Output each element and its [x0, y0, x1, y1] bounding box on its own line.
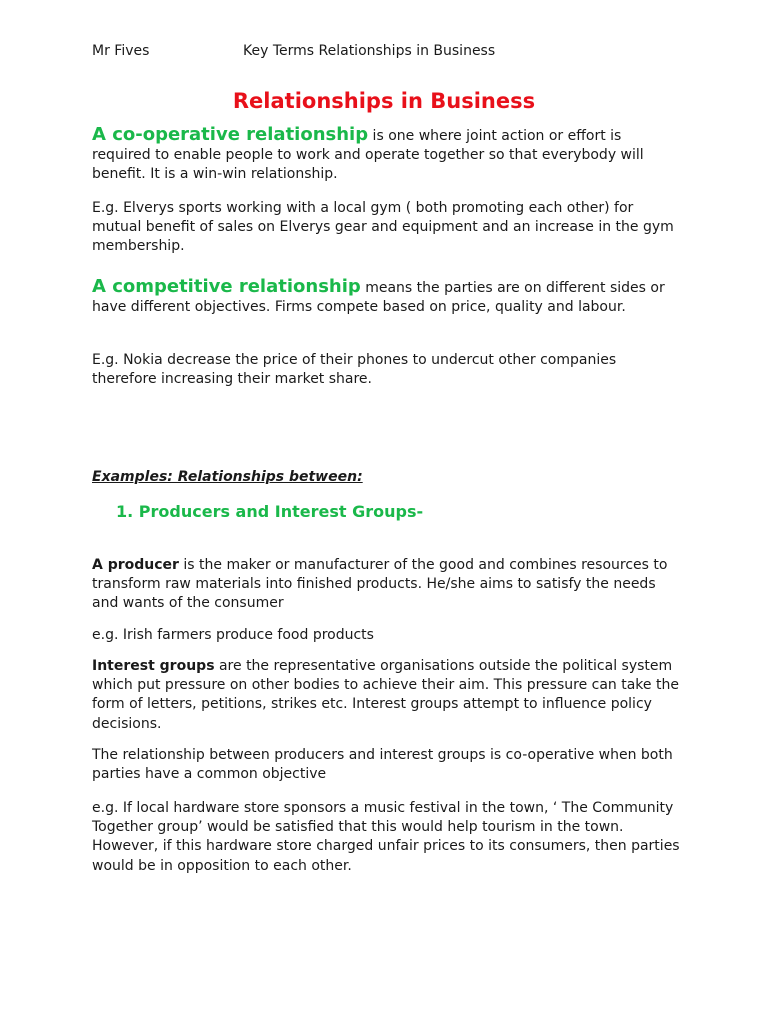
producer-definition [92, 556, 682, 614]
cooperative-example: E.g. Elverys sports working with a local gym ( both promoting each other) for mutual benefit of sales on Elverys gear and equipment and an increase in the gym membership. [92, 200, 674, 255]
interest-groups-definition [92, 657, 682, 734]
header-author: Mr Fives [92, 43, 150, 59]
competitive-definition [92, 277, 682, 317]
header-doc-title: Key Terms Relationships in Business [243, 43, 496, 59]
relationship-example: e.g. If local hardware store sponsors a music festival in the town, ‘ The Community Together group’ would be satisfied that this would help tourism in the town. However, if this hardware store charged unfair prices to its consumers, then parties would be in opposition to each other. [92, 800, 680, 874]
cooperative-definition [92, 125, 682, 185]
competitive-example: E.g. Nokia decrease the price of their phones to undercut other companies therefore increasing their market share. [92, 352, 617, 388]
relationship-text: The relationship between producers and interest groups is co-operative when both parties have a common objective [92, 747, 673, 783]
section-heading-producers: 1. Producers and Interest Groups- [116, 502, 424, 521]
page-title: Relationships in Business [232, 89, 536, 113]
interest-groups-term: Interest groups [92, 658, 215, 674]
competitive-term: A competitive relationship [92, 276, 361, 297]
producer-term: A producer [92, 557, 179, 573]
examples-heading: Examples: Relationships between: [92, 469, 363, 485]
interest-groups-text: are the representative organisations outside the political system which put pressure on other bodies to achieve their aim. This pressure can take the form of letters, petitions, strikes etc. Interest groups attempt to influence policy decisions. [92, 658, 679, 732]
cooperative-definition-text: is one where joint action or effort is required to enable people to work and operate together so that everybody will benefit. It is a win-win relationship. [92, 128, 644, 183]
examples-heading-row [92, 468, 682, 487]
producer-example: e.g. Irish farmers produce food products [92, 627, 374, 643]
cooperative-term: A co-operative relationship [92, 124, 369, 145]
competitive-definition-text: means the parties are on different sides or have different objectives. Firms compete based on price, quality and labour. [92, 280, 665, 316]
producer-text: is the maker or manufacturer of the good and combines resources to transform raw materials into finished products. He/she aims to satisfy the needs and wants of the consumer [92, 557, 668, 612]
